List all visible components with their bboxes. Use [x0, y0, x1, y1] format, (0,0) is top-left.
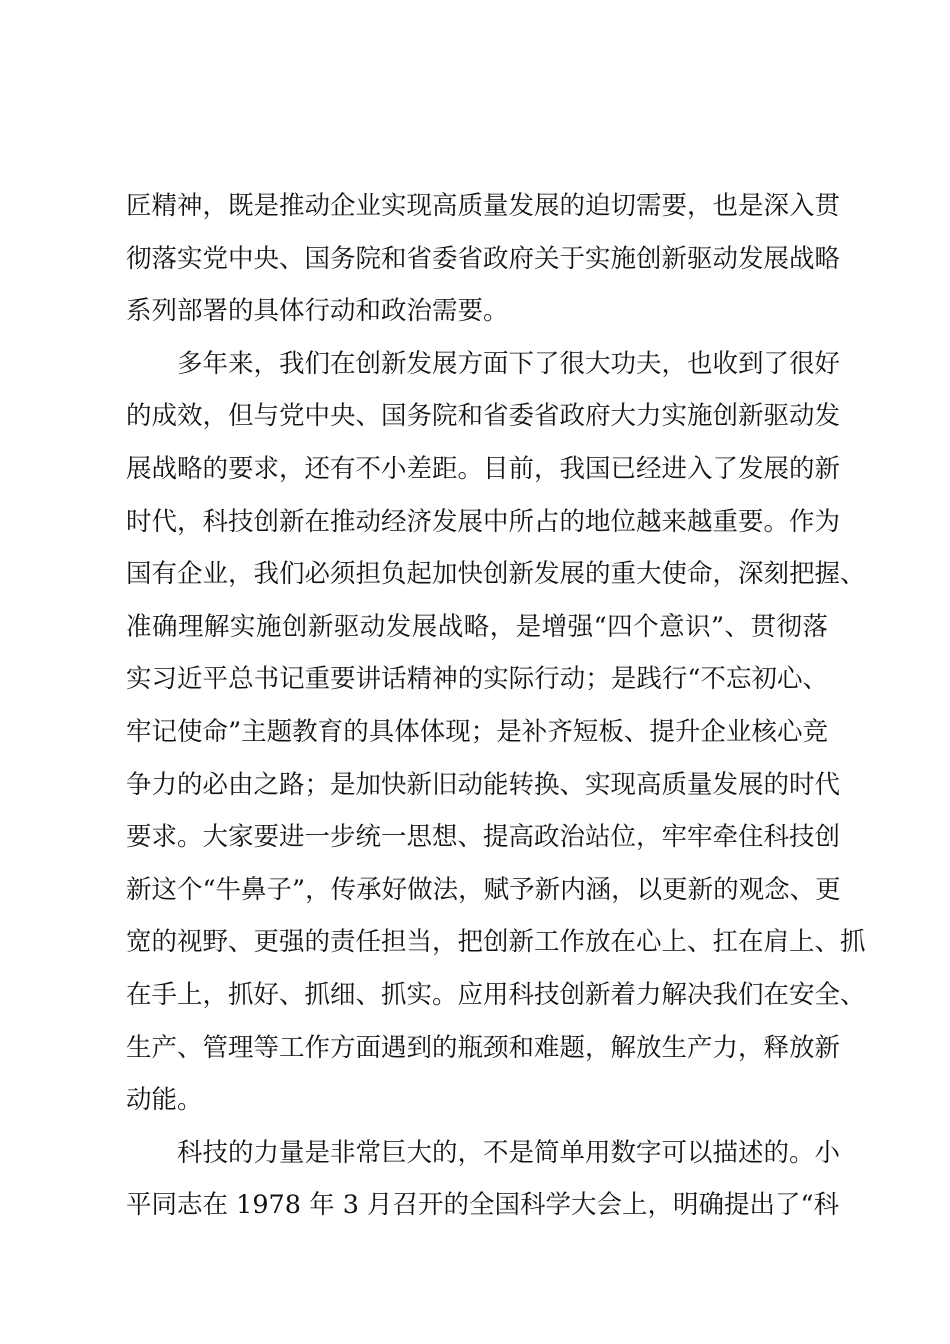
- paragraph-first-line: 科技的力量是非常巨大的，不是简单用数字可以描述的。小: [177, 1137, 841, 1168]
- text-line: 时代，科技创新在推动经济发展中所占的地位越来越重要。作为: [126, 506, 841, 537]
- text-line: 实习近平总书记重要讲话精神的实际行动；是践行“不忘初心、: [126, 664, 828, 695]
- text-line: 宽的视野、更强的责任担当，把创新工作放在心上、扛在肩上、抓: [126, 927, 866, 958]
- text-line: 牢记使命”主题教育的具体体现；是补齐短板、提升企业核心竞: [126, 716, 828, 747]
- text-line: 的成效，但与党中央、国务院和省委省政府大力实施创新驱动发: [126, 401, 841, 432]
- text-line: 平同志在 1978 年 3 月召开的全国科学大会上，明确提出了“科: [126, 1190, 840, 1221]
- text-line: 新这个“牛鼻子”，传承好做法，赋予新内涵，以更新的观念、更: [126, 874, 841, 905]
- text-line: 彻落实党中央、国务院和省委省政府关于实施创新驱动发展战略: [126, 243, 841, 274]
- text-line: 在手上，抓好、抓细、抓实。应用科技创新着力解决我们在安全、: [126, 979, 866, 1010]
- text-line: 生产、管理等工作方面遇到的瓶颈和难题，解放生产力，释放新: [126, 1032, 841, 1063]
- text-line: 争力的必由之路；是加快新旧动能转换、实现高质量发展的时代: [126, 769, 841, 800]
- text-line: 要求。大家要进一步统一思想、提高政治站位，牢牢牵住科技创: [126, 822, 841, 853]
- paragraph-first-line: 多年来，我们在创新发展方面下了很大功夫，也收到了很好: [177, 348, 841, 379]
- text-line: 国有企业，我们必须担负起加快创新发展的重大使命，深刻把握、: [126, 559, 866, 590]
- text-line: 匠精神，既是推动企业实现高质量发展的迫切需要，也是深入贯: [126, 191, 841, 221]
- document-body: [126, 180, 866, 1232]
- text-line: 准确理解实施创新驱动发展战略，是增强“四个意识”、贯彻落: [126, 611, 828, 642]
- text-line: 系列部署的具体行动和政治需要。: [126, 296, 509, 327]
- text-line: 动能。: [126, 1085, 203, 1116]
- text-line: 展战略的要求，还有不小差距。目前，我国已经进入了发展的新: [126, 453, 841, 484]
